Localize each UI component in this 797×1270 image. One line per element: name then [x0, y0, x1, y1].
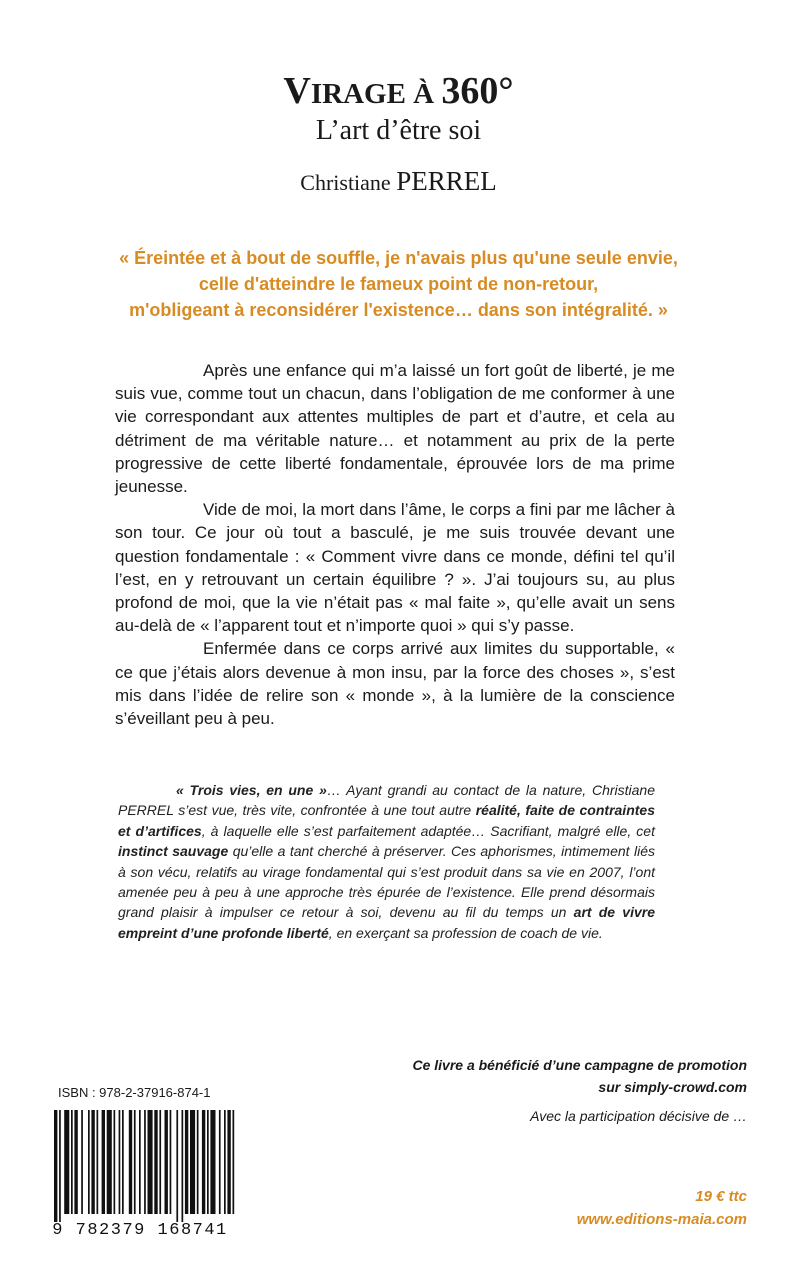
- barcode-bar: [148, 1110, 153, 1214]
- title-number: 360°: [441, 70, 514, 112]
- barcode-bar: [119, 1110, 121, 1214]
- barcode-bar: [207, 1110, 209, 1214]
- barcode-bar: [81, 1110, 83, 1214]
- title-initial: V: [283, 70, 311, 112]
- author-first-name: Christiane: [300, 170, 397, 195]
- barcode-bar: [139, 1110, 141, 1214]
- barcode-bar: [190, 1110, 195, 1214]
- bio-emphasis: instinct sauvage: [118, 843, 229, 860]
- author-name: [0, 166, 797, 198]
- barcode-bar: [176, 1110, 178, 1222]
- quote-line: celle d'atteindre le fameux point de non-retour,: [198, 274, 599, 294]
- barcode-bar: [170, 1110, 172, 1214]
- price-label: 19 € ttc: [695, 1188, 747, 1205]
- barcode-bar: [64, 1110, 69, 1214]
- barcode-bar: [227, 1110, 230, 1214]
- barcode-bar: [134, 1110, 136, 1214]
- barcode-bar: [224, 1110, 226, 1214]
- bio-emphasis: réalité, faite de contraintes et d’artifices: [118, 802, 655, 839]
- barcode-bar: [59, 1110, 61, 1222]
- author-last-name: PERREL: [396, 166, 497, 196]
- barcode-bar: [71, 1110, 73, 1214]
- barcode-bar: [91, 1110, 94, 1214]
- barcode-bar: [219, 1110, 221, 1214]
- summary-paragraph: Après une enfance qui m’a laissé un fort goût de liberté, je me suis vue, comme tout un chacun, dans l’obligation de me conformer à une vie correspondant aux attentes multiples de part et d’autre, et cela au détriment de ma véritable nature… et notamment au prix de la perte progressive de cette liberté fondamentale, éprouvée lors de ma prime jeunesse.: [115, 361, 675, 497]
- participation-notice: Avec la participation décisive de …: [530, 1108, 747, 1124]
- barcode-bar: [114, 1110, 116, 1214]
- summary-paragraph: Enfermée dans ce corps arrivé aux limites du supportable, « ce que j’étais alors devenue à mon insu, par la force des choses », s’est mis dans l’idée de relire son « monde », à la lumière de la conscience s’éveillant peu à peu.: [115, 639, 675, 729]
- barcode-bar: [233, 1110, 235, 1214]
- book-title: [0, 68, 797, 117]
- barcode: [40, 1108, 240, 1238]
- promo-line: Ce livre a bénéficié d’une campagne de promotion: [412, 1057, 747, 1073]
- pull-quote: [60, 245, 737, 323]
- bio-paragraph: [118, 780, 655, 943]
- barcode-bar: [144, 1110, 146, 1214]
- barcode-bar: [54, 1110, 57, 1222]
- bio-emphasis: art de vivre empreint d’une profonde liberté: [118, 904, 655, 941]
- author-bio: [118, 780, 655, 943]
- barcode-digits: 9 782379 168741: [52, 1221, 228, 1238]
- bio-text: , à laquelle elle s’est parfaitement adaptée… Sacrifiant, malgré elle, cet: [201, 822, 655, 839]
- isbn-label: ISBN : 978-2-37916-874-1: [58, 1085, 211, 1100]
- barcode-bar: [197, 1110, 199, 1214]
- barcode-bar: [88, 1110, 90, 1214]
- bio-emphasis: « Trois vies, en une »: [176, 782, 327, 798]
- publisher-website: www.editions-maia.com: [576, 1211, 747, 1228]
- promo-line: sur simply-crowd.com: [598, 1079, 747, 1095]
- barcode-bar: [202, 1110, 205, 1214]
- bio-text: qu’elle a tant cherché à préserver. Ces aphorismes, intimement liés à son vécu, relatifs au virage fondamental qui s’est produit dans sa vie en 2007, l’ont amenée peu à peu à une approche très épurée de l’existence. Elle prend désormais grand plaisir à impulser ce retour à soi, devenu au fil du temps un: [118, 843, 656, 921]
- summary-text: [115, 359, 675, 730]
- barcode-bar: [97, 1110, 99, 1214]
- barcode-bar: [182, 1110, 184, 1222]
- barcode-bar: [74, 1110, 77, 1214]
- barcode-bar: [102, 1110, 105, 1214]
- barcode-bar: [129, 1110, 132, 1214]
- quote-line: m'obligeant à reconsidérer l'existence… dans son intégralité. »: [129, 300, 668, 320]
- book-subtitle: L’art d’être soi: [315, 115, 482, 146]
- barcode-bar: [185, 1110, 188, 1214]
- quote-line: « Éreintée et à bout de souffle, je n'avais plus qu'une seule envie,: [119, 248, 678, 268]
- barcode-bar: [154, 1110, 157, 1214]
- barcode-bar: [159, 1110, 161, 1214]
- barcode-bars: [54, 1110, 234, 1222]
- summary-paragraph: Vide de moi, la mort dans l’âme, le corps a fini par me lâcher à son tour. Ce jour où tout a basculé, je me suis trouvée devant une question fondamentale : « Comment vivre dans ce monde, défini tel qu’il l’est, en y retrouvant un certain équilibre ? ». J’ai toujours su, au plus profond de moi, que la vie n’était pas « mal faite », qu’elle avait un sens au-delà de « l’apparent tout et n’importe quoi » qui s’y passe.: [115, 500, 675, 636]
- promo-notice: [412, 1054, 747, 1098]
- barcode-bar: [210, 1110, 215, 1214]
- title-rest: IRAGE À: [310, 78, 442, 110]
- barcode-bar: [107, 1110, 112, 1214]
- bio-text: , en exerçant sa profession de coach de vie.: [328, 924, 603, 941]
- barcode-bar: [165, 1110, 168, 1214]
- barcode-bar: [122, 1110, 124, 1214]
- bio-text: … Ayant grandi au contact de la nature, Christiane PERREL s’est vue, très vite, confrontée à une tout autre: [118, 782, 655, 819]
